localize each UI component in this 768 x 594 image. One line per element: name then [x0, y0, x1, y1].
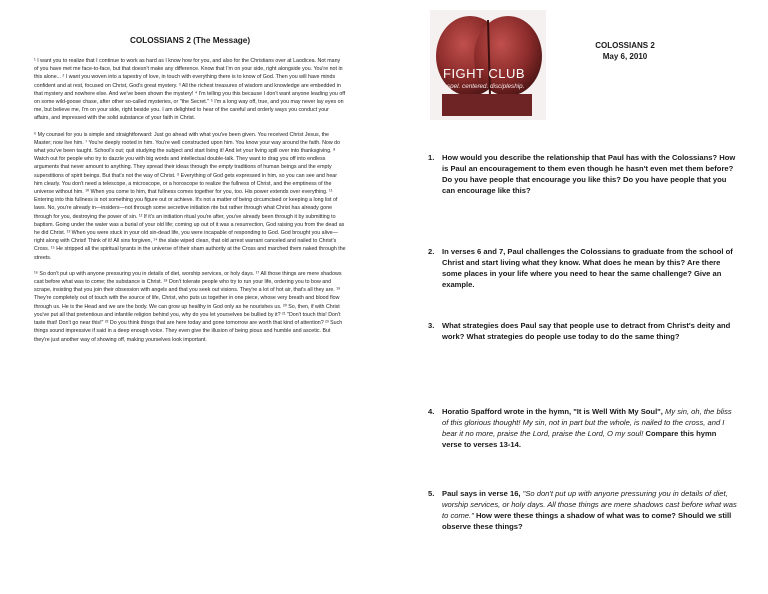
- passage-title: COLOSSIANS 2 (The Message): [129, 36, 251, 45]
- question-5: 5. Paul says in verse 16, "So don't put up with anyone pressuring you in details of diet, worship services, or holy days. All those things are mere shadows cast before what was to come." How were these things a shadow of what was to come? Should we still observe these things?: [428, 489, 737, 531]
- study-date: May 6, 2010: [602, 52, 648, 62]
- logo-title: FIGHT CLUB: [443, 66, 526, 81]
- passage-paragraph-1: ¹ I want you to realize that I continue to work as hard as I know how for you, and also for the Christians over at Laodicea. Not many of you have met me face-to-face, but that doesn't make any difference. Know that I'm on your side, right alongside you. You're not in this alone... ² I want you woven into a tapestry of love, in touch with everything there is to know of God. Then you will have minds confident and at rest, focused on Christ, God's great mystery. ³ All the richest treasures of wisdom and knowledge are embedded in that mystery and nowhere else. And we've been shown the mystery! ⁴ I'm telling you this because I don't want anyone leading you off on some wild-goose chase, after other so-called mysteries, or "the Secret." ⁵ I'm a long way off, true, and you may never lay eyes on me, but believe me, I'm on your side, right beside you. I am delighted to hear of the careful and orderly ways you conduct your affairs, and impressed with the solid substance of your faith in Christ.: [34, 58, 346, 122]
- logo-tagline: gospel. centered. discipleship.: [440, 83, 525, 90]
- question-2: 2. In verses 6 and 7, Paul challenges the Colossians to graduate from the school of Christ and start living what they know. What does he mean by this? Are there some places in your life where you need to hear the same challenge? Give an example.: [428, 247, 733, 289]
- study-heading: [560, 40, 690, 62]
- left-page: [34, 36, 346, 352]
- passage-paragraph-3: ¹⁶ So don't put up with anyone pressuring you in details of diet, worship services, or holy days. ¹⁷ All those things are mere shadows cast before what was to come; the substance is Christ. ¹⁸ Don't tolerate people who try to run your life, ordering you to bow and scrape, insisting that you join their obsession with angels and that you seek out visions. They're a lot of hot air, that's all they are. ¹⁹ They're completely out of touch with the source of life, Christ, who puts us together in one piece, whose very breath and blood flow through us. He is the Head and we are the body. We can grow up healthy in God only as he nourishes us. ²⁰ So, then, if with Christ you've put all that pretentious and infantile religion behind you, why do you let yourselves be bullied by it? ²¹ "Don't touch this! Don't taste that! Don't go near this!" ²² Do you think things that are here today and gone tomorrow are worth that kind of attention? ²³ Such things sound impressive if said in a deep enough voice. They even give the illusion of being pious and humble and ascetic. But they're just another way of showing off, making yourselves look important.: [34, 270, 343, 343]
- question-4: 4. Horatio Spafford wrote in the hymn, "It is Well With My Soul", My sin, oh, the bliss of this glorious thought! My sin, not in part but the whole, is nailed to the cross, and I bear it no more, praise the Lord, praise the Lord, O my soul! Compare this hymn verse to verses 13-14.: [428, 407, 732, 449]
- question-3: 3. What strategies does Paul say that people use to detract from Christ's deity and work? What strategies do people use today to do the same thing?: [428, 321, 731, 341]
- fight-club-logo: [430, 10, 546, 120]
- passage-paragraph-2: ⁶ My counsel for you is simple and straightforward: Just go ahead with what you've been given. You received Christ Jesus, the Master; now live him. ⁷ You're deeply rooted in him. You're well constructed upon him. You know your way around the faith. Now do what you've been taught. School's out; quit studying the subject and start living it! And let your living spill over into thanksgiving. ⁸ Watch out for people who try to dazzle you with big words and intellectual double-talk. They want to drag you off into endless arguments that never amount to anything. They spread their ideas through the empty traditions of human beings and the empty superstitions of spirit beings. But that's not the way of Christ. ⁹ Everything of God gets expressed in him, so you can see and hear him clearly. You don't need a telescope, a microscope, or a horoscope to realize the fullness of Christ, and the emptiness of the universe without him. ¹⁰ When you come to him, that fullness comes together for you, too. His power extends over everything. ¹¹ Entering into this fullness is not something you figure out or achieve. It's not a matter of being circumcised or keeping a long list of laws. No, you're already in—insiders—not through some secretive initiation rite but rather through what Christ has already gone through for you, destroying the power of sin. ¹² If it's an initiation ritual you're after, you've already been through it by submitting to baptism. Going under the water was a burial of your old life; coming up out of it was a resurrection, God raising you from the dead as he did Christ. ¹³ When you were stuck in your old sin-dead life, you were incapable of responding to God. God brought you alive—right along with Christ! Think of it! All sins forgiven, ¹⁴ the slate wiped clean, that old arrest warrant canceled and nailed to Christ's Cross. ¹⁵ He stripped all the spiritual tyrants in the universe of their sham authority at the Cross and marched them naked through the streets.: [34, 131, 346, 261]
- study-title: COLOSSIANS 2: [595, 41, 655, 50]
- question-1: 1. How would you describe the relationship that Paul has with the Colossians? How is Paul an encouragement to them even though he hasn't even met them before? Do you have people that encourage you like this? Do you have people that you can encourage like this?: [428, 153, 736, 195]
- boxing-gloves-icon: [430, 10, 546, 120]
